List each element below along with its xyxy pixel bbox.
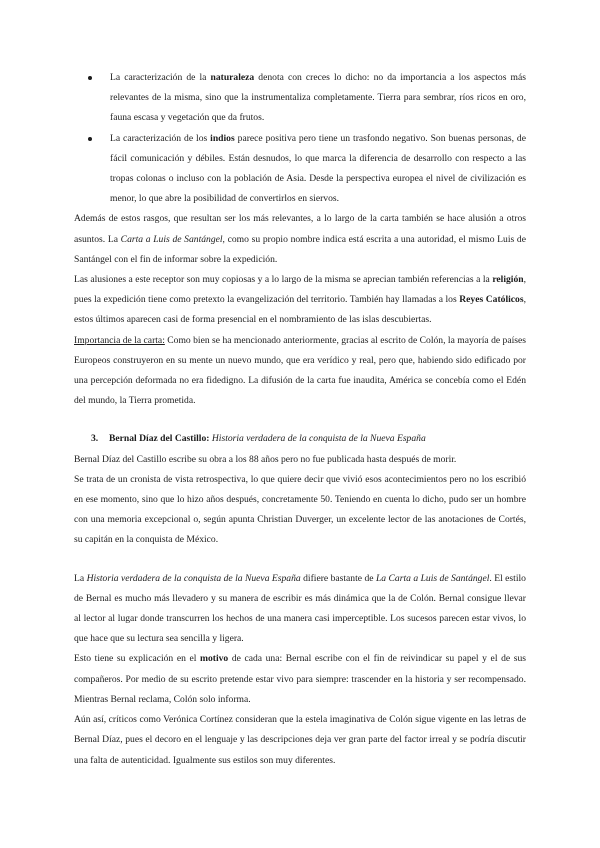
keyword-indios: indios: [210, 132, 235, 144]
importancia-label: Importancia de la carta:: [74, 334, 165, 346]
bullet-icon: [88, 76, 92, 80]
paragraph-bernal-cronista: Se trata de un cronista de vista retrospectiva, lo que quiere decir que vivió esos acontecimientos pero no los escribió en ese momento, sino que lo hizo años después, concretamente 50. Teniendo en cuenta lo dicho, pudo ser un hombre con una memoria excepcional o, según apunta Christian Duverger, un excelente lector de las anotaciones de Cortés, su capitán en la conquista de México.: [74, 473, 526, 546]
paragraph-rasgos: Además de estos rasgos, que resultan ser los más relevantes, a lo largo de la carta también se hace alusión a otros asuntos. La Carta a Luis de Santángel, como su propio nombre indica está escrita a una autoridad, el mismo Luis de Santángel con el fin de informar sobre la expedición.: [74, 213, 526, 265]
paragraph-historia: La Historia verdadera de la conquista de la Nueva España difiere bastante de La Carta a Luis de Santángel. El estilo de Bernal es mucho más llevadero y su manera de escribir es más dinámica que la de Colón. Bernal consigue llevar al lector al lugar donde transcurren los hechos de una manera casi imperceptible. Los sucesos parecen estar vivos, lo que hace que su lectura sea sencilla y ligera.: [74, 572, 526, 645]
keyword-naturaleza: naturaleza: [210, 72, 255, 83]
paragraph-criticos: Aún así, críticos como Verónica Cortínez consideran que la estela imaginativa de Colón sigue vigente en las letras de Bernal Díaz, pues el decoro en el lenguaje y las descripciones deja ver gran parte del factor irreal y se podría discutir una falta de autenticidad. Igualmente sus estilos son muy diferentes.: [74, 714, 526, 766]
bullet-item-indios: La caracterización de los indios parece positiva pero tiene un trasfondo negativo. Son buenas personas, de fácil comunicación y débiles. Están desnudos, lo que marca la diferencia de desarrollo con respecto a las tropas colonas o incluso con la población de Asia. Desde la perspectiva europea el nivel de civilización es menor, lo que abre la posibilidad de convertirlos en siervos.: [74, 129, 526, 210]
bullet-list: [74, 68, 526, 209]
paragraph-importancia: Importancia de la carta: Como bien se ha mencionado anteriormente, gracias al escrito de Colón, la mayoría de países Europeos construyeron en su mente un nuevo mundo, que era verídico y real, pero que, habiendo sido edificado por una percepción deformada no era fidedigno. La difusión de la carta fue inaudita, América se concebía como el Edén del mundo, la Tierra prometida.: [74, 334, 526, 407]
paragraph-bernal-obra: Bernal Díaz del Castillo escribe su obra a los 88 años pero no fue publicada hasta después de morir.: [74, 453, 457, 465]
section-heading: 3. Bernal Díaz del Castillo: Historia verdadera de la conquista de la Nueva España: [91, 433, 426, 445]
paragraph-alusiones: Las alusiones a este receptor son muy copiosas y a lo largo de la misma se aprecian también referencias a la religión, pues la expedición tiene como pretexto la evangelización del territorio. También hay llamadas a los Reyes Católicos, estos últimos aparecen casi de forma presencial en el nombramiento de las islas descubiertas.: [74, 274, 526, 326]
bullet-icon: [88, 137, 92, 141]
bullet-item-naturaleza: La caracterización de la naturaleza denota con creces lo dicho: no da importancia a los aspectos más relevantes de la misma, sino que la instrumentaliza completamente. Tierra para sembrar, ríos ricos en oro, fauna escasa y vegetación que da frutos.: [74, 68, 526, 129]
paragraph-motivo: Esto tiene su explicación en el motivo de cada una: Bernal escribe con el fin de reivindicar su papel y el de sus compañeros. Por medio de su escrito pretende estar vivo para siempre: trascender en la historia y ser recompensado. Mientras Bernal reclama, Colón solo informa.: [74, 653, 526, 705]
